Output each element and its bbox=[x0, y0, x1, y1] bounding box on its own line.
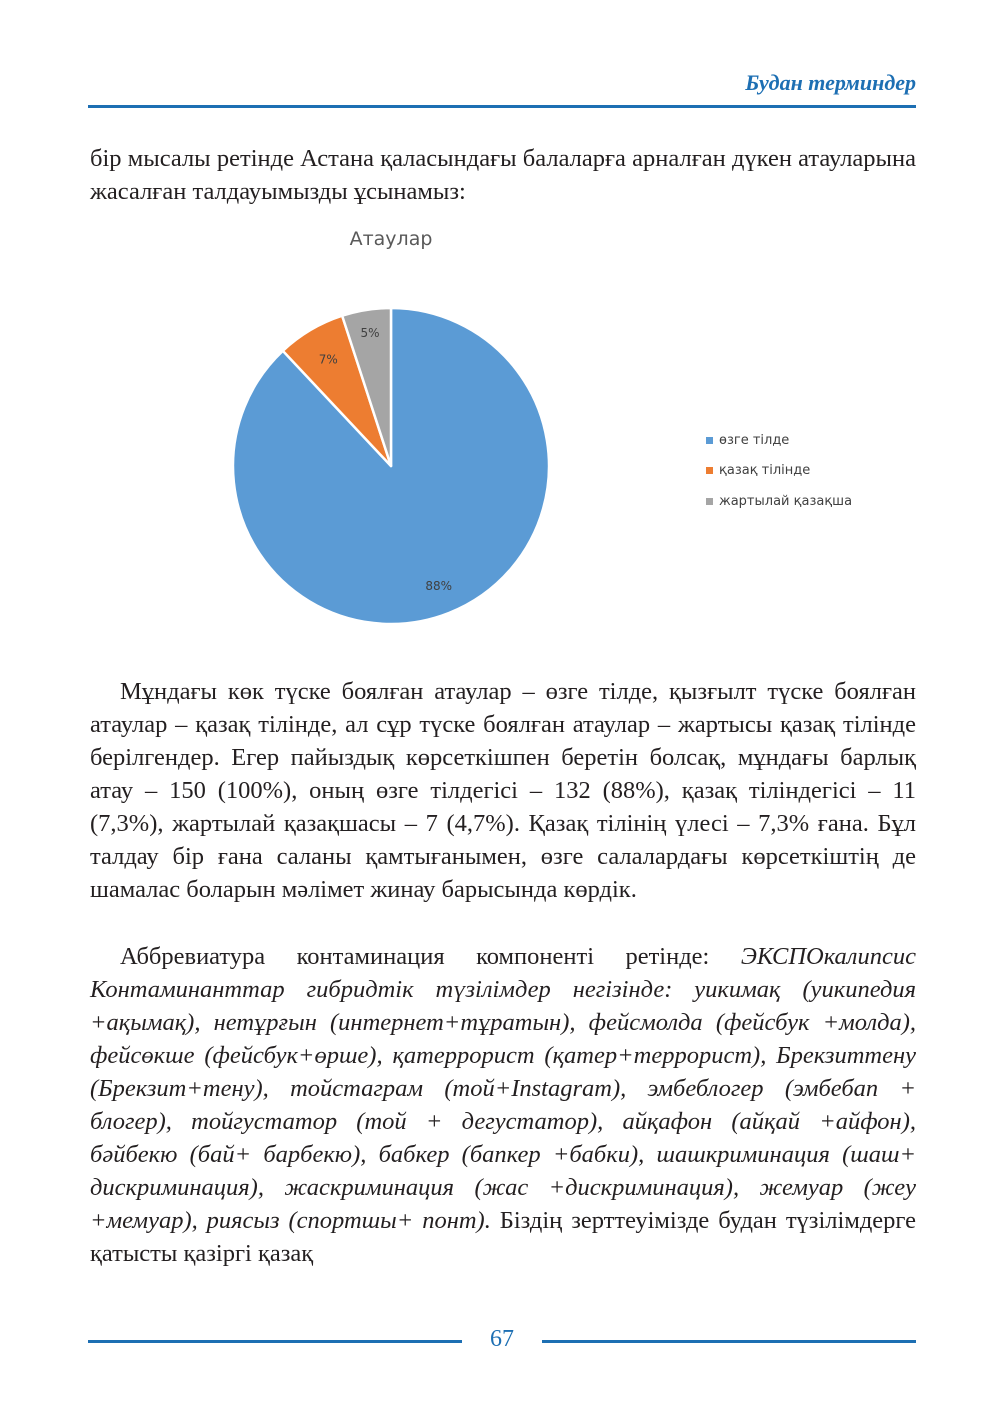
paragraph-contamination-lead: Аббревиатура контаминация компоненті ретінде: bbox=[120, 943, 741, 970]
legend-label-kazakh: қазақ тілінде bbox=[719, 463, 811, 479]
paragraph-contamination-tail: Біздің зерттеуімізде будан түзілімдерге қатысты қазіргі қазақ bbox=[90, 1207, 917, 1267]
chart-legend bbox=[706, 425, 852, 517]
running-header: Будан терминдер bbox=[745, 70, 916, 95]
paragraph-contamination-examples: ЭКСПОкалипсис Контаминанттар гибридтік түзілімдер негізінде: уикимақ (уикипедия +ақымақ), нетұрғын (интернет+тұратын), фейсмолда (фейсбук +молда), фейсөкше (фейсбук+өрше), қатеррорист (қатер+террорист), Брекзиттену (Брекзит+тену), тойстаграм (той+Instagram), эмбеблогер (эмбебап + блогер), тойгустатор (той + дегустатор), айқафон (айқай +айфон), бәйбекю (бай+ барбекю), бабкер (бапкер +бабки), шашкриминация (шаш+ дискриминация), жаскриминация (жас +дискриминация), жемуар (жеу +мемуар), риясыз (спортшы+ понт). bbox=[90, 943, 916, 1234]
page-number: 67 bbox=[490, 1326, 514, 1352]
legend-swatch-kazakh bbox=[706, 467, 713, 474]
footer-rule-left bbox=[88, 1340, 462, 1343]
pie-chart bbox=[0, 0, 1004, 700]
chart-title: Атаулар bbox=[349, 228, 433, 250]
legend-item-kazakh bbox=[706, 456, 852, 487]
pie-label-2: 7% bbox=[318, 352, 338, 367]
legend-item-foreign bbox=[706, 425, 852, 456]
legend-item-partial bbox=[706, 486, 852, 517]
footer-rule-right bbox=[542, 1340, 916, 1343]
paragraph-contamination bbox=[90, 940, 916, 1270]
legend-swatch-partial bbox=[706, 498, 713, 505]
paragraph-analysis: Мұндағы көк түске боялған атаулар – өзге тілде, қызғылт түске боялған атаулар – қазақ тілінде, ал сұр түске боялған атаулар – жартысы қазақ тілінде берілгендер. Егер пайыздық көрсеткішпен беретін болсақ, мұндағы барлық атау – 150 (100%), оның өзге тілдегісі – 132 (88%), қазақ тіліндегісі – 11 (7,3%), жартылай қазақшасы – 7 (4,7%). Қазақ тілінің үлесі – 7,3% ғана. Бұл талдау бір ғана саланы қамтығанымен, өзге салалардағы көрсеткіштің де шамалас боларын мәлімет жинау барысында көрдік. bbox=[90, 678, 916, 903]
legend-label-partial: жартылай қазақша bbox=[719, 493, 853, 509]
legend-label-foreign: өзге тілде bbox=[719, 432, 790, 448]
legend-swatch-foreign bbox=[706, 437, 713, 444]
paragraph-intro: бір мысалы ретінде Астана қаласындағы балаларға арналған дүкен атауларына жасалған талдауымызды ұсынамыз: bbox=[90, 145, 916, 205]
pie-label-1: 88% bbox=[425, 579, 453, 593]
pie-label-3: 5% bbox=[360, 325, 380, 340]
